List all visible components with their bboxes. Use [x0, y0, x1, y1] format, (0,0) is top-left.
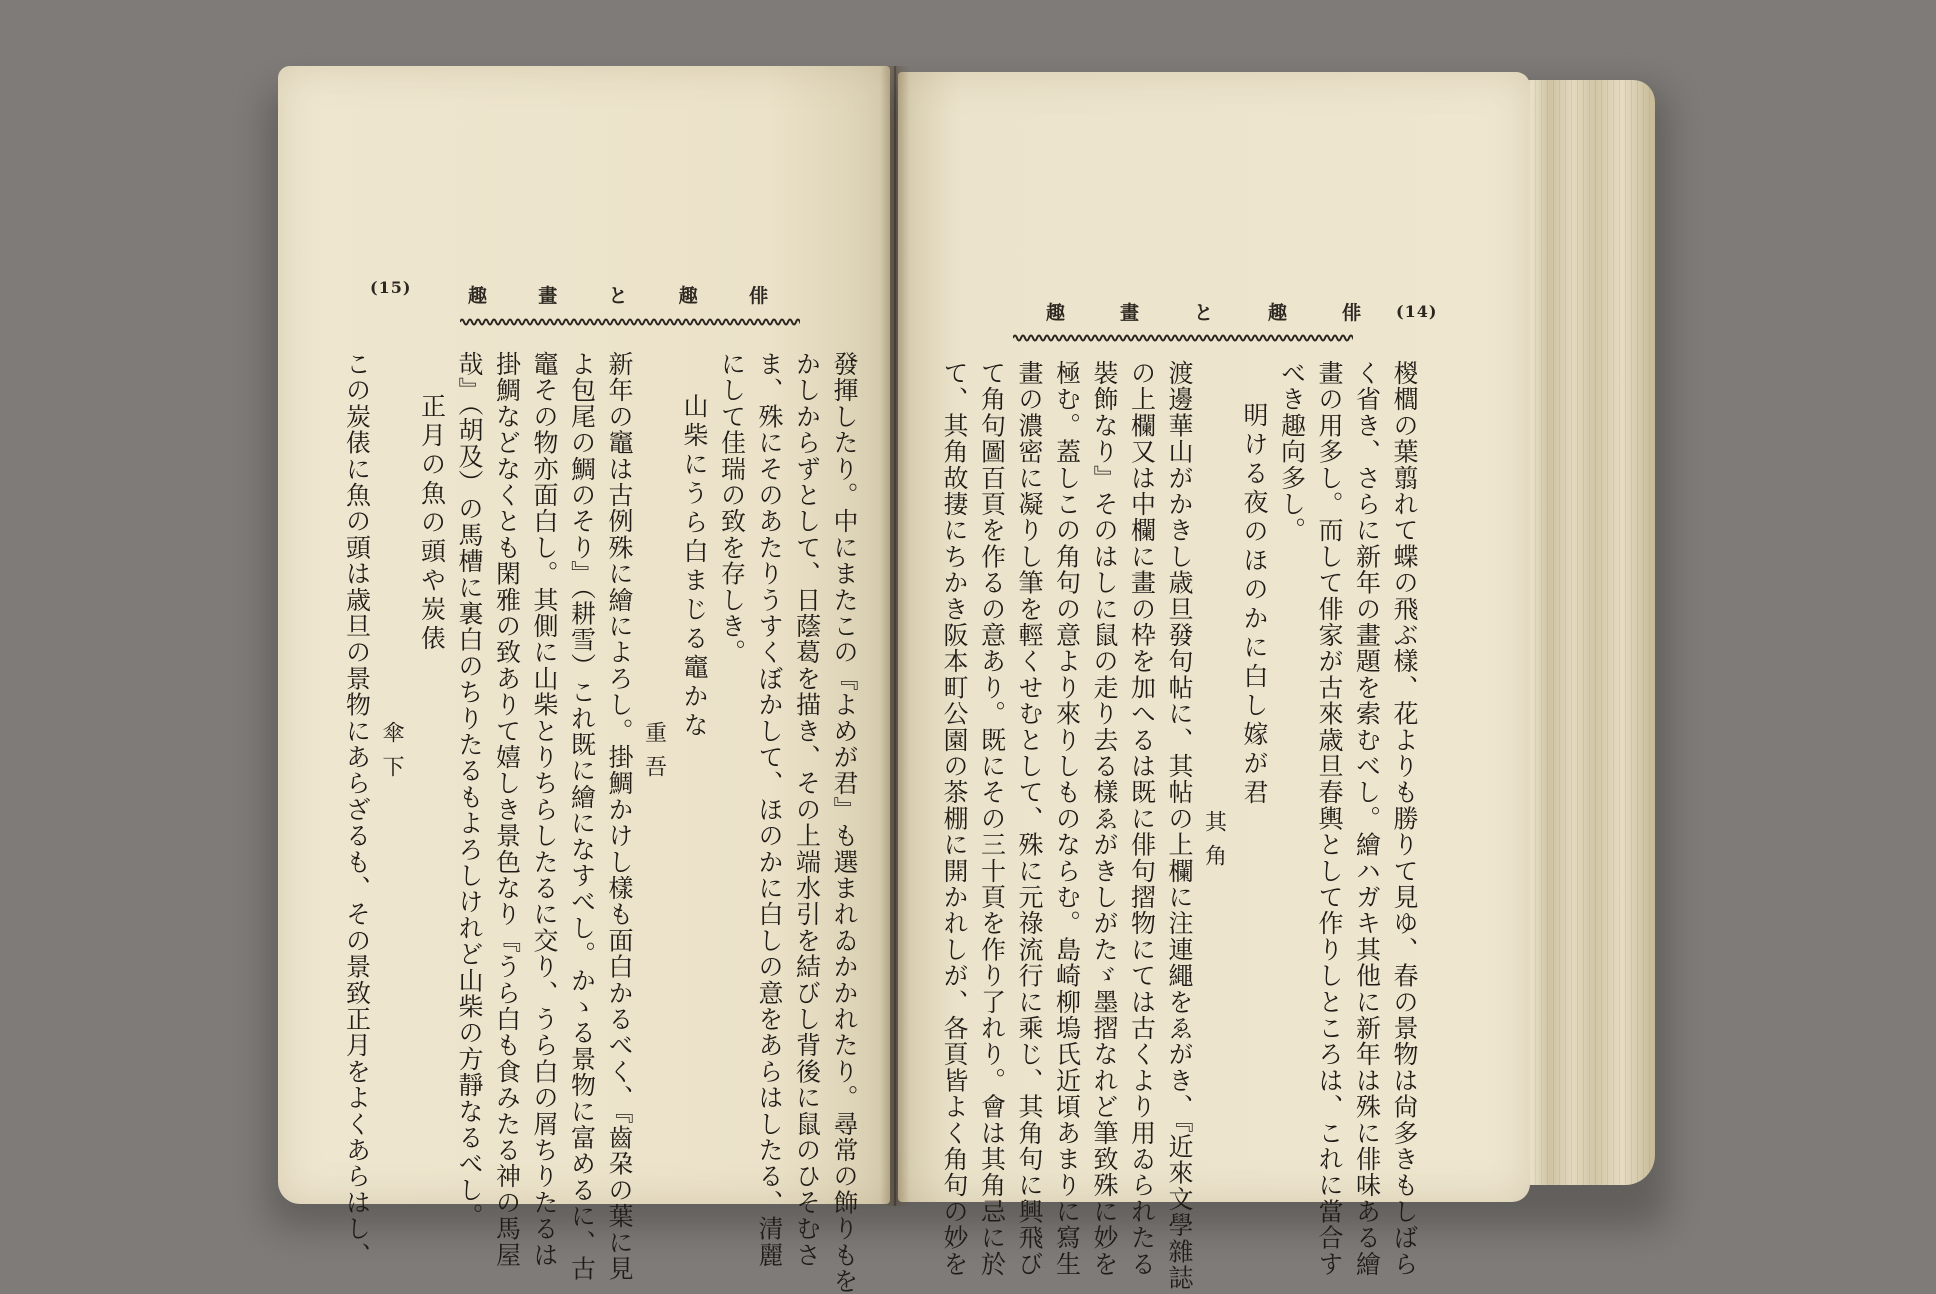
text-column: 新年の竈は古例殊に繪によろし。掛鯛かけし樣も面白かるべく、『齒朶の葉に見	[605, 351, 634, 1282]
text-column: よ包尾の鯛のそり』（耕雪）これ既に繪になすべし。かゝる景物に富めるに、古	[567, 351, 597, 1282]
author-name: 傘下	[379, 721, 404, 789]
header-char: と	[608, 285, 628, 307]
header-char: 畫	[1119, 302, 1139, 324]
text-column: 椶櫚の葉翦れて蝶の飛ぶ樣、花よりも勝りて見ゆ、春の景物は尙多きもしばら	[1390, 360, 1419, 1277]
text-column: べき趣向多し。	[1277, 360, 1307, 544]
page-number: (14)	[1396, 302, 1438, 321]
header-rule	[460, 316, 800, 328]
text-column: かしからずとして、日蔭葛を描き、その上端水引を結びし背後に鼠のひそむさ	[792, 351, 822, 1268]
text-column: ま、殊にそのあたりうすくぼかして、ほのかに白しの意をあらはしたる、清麗	[755, 351, 784, 1268]
text-column: 畫の用多し。而して俳家が古來歳旦春輿として作りしところは、これに當合す	[1315, 360, 1344, 1277]
text-column: 畫の濃密に凝りし筆を輕くせむとして、殊に元祿流行に乘じ、其角句に興飛び	[1015, 360, 1044, 1277]
header-char: 趣	[678, 285, 698, 307]
text-column: 極む。蓋しこの角句の意より來りしものならむ。島崎柳塢氏近頃あまりに寫生	[1052, 360, 1082, 1277]
page-number: (15)	[370, 278, 412, 297]
author-name: 其角	[1201, 810, 1227, 878]
header-char: 趣	[1046, 302, 1066, 324]
header-char: 俳	[1341, 302, 1361, 324]
author-name: 重吾	[641, 721, 667, 789]
text-column: の上欄又は中欄に畫の枠を加へるは既に俳句摺物にては古くより用ゐられたる	[1127, 360, 1157, 1277]
text-column: にして佳瑞の致を存しき。	[717, 351, 747, 666]
text-column: 發揮したり。中にまたこの『よめが君』も選まれゐかかれたり。尋常の飾りもを	[830, 351, 859, 1294]
running-header	[1046, 298, 1361, 325]
text-column: 掛鯛などなくとも閑雅の致ありて嬉しき景色なり『うら白も食みたる神の馬屋	[492, 351, 522, 1268]
text-column: 裝飾なり』そのはしに鼠の走り去る樣ゑがきしがたゞ墨摺なれど筆致殊に妙を	[1090, 360, 1119, 1277]
header-rule	[1013, 332, 1353, 344]
header-char: 俳	[748, 285, 768, 307]
text-column: この炭俵に魚の頭は歳旦の景物にあらざるも、その景致正月をよくあらはし、	[342, 351, 372, 1268]
header-char: と	[1193, 302, 1213, 324]
haiku-line: 正月の魚の頭や炭俵	[417, 393, 447, 654]
text-column: 竈その物亦面白し。其側に山柴とりちらしたるに交り、うら白の屑ちりたるは	[530, 351, 559, 1268]
text-column: 渡邊華山がかきし歳旦發句帖に、其帖の上欄に注連繩をゑがき、『近來文學雜誌	[1165, 360, 1194, 1291]
text-column: く省き、さらに新年の畫題を索むべし。繪ハガキ其他に新年は殊に俳味ある繪	[1352, 360, 1382, 1277]
header-char: 趣	[1267, 302, 1287, 324]
book-gutter	[880, 66, 910, 1206]
left-page	[278, 66, 890, 1294]
header-char: 畫	[538, 285, 558, 307]
running-header	[468, 281, 768, 308]
text-column: て、其角故捿にちかき阪本町公園の茶棚に開かれしが、各頁皆よく角句の妙を	[940, 360, 969, 1277]
right-page	[898, 72, 1530, 1291]
header-char: 趣	[468, 285, 488, 307]
haiku-line: 明ける夜のほのかに白し嫁が君	[1240, 402, 1269, 808]
text-column: て角句圖百頁を作るの意あり。既にその三十頁を作り了れり。會は其角忌に於	[977, 360, 1007, 1277]
haiku-line: 山柴にうら白まじる竈かな	[680, 393, 709, 741]
text-column: 哉』（胡及）の馬槽に裏白のちりたるもよろしけれど山柴の方靜なるべし。	[455, 351, 484, 1230]
